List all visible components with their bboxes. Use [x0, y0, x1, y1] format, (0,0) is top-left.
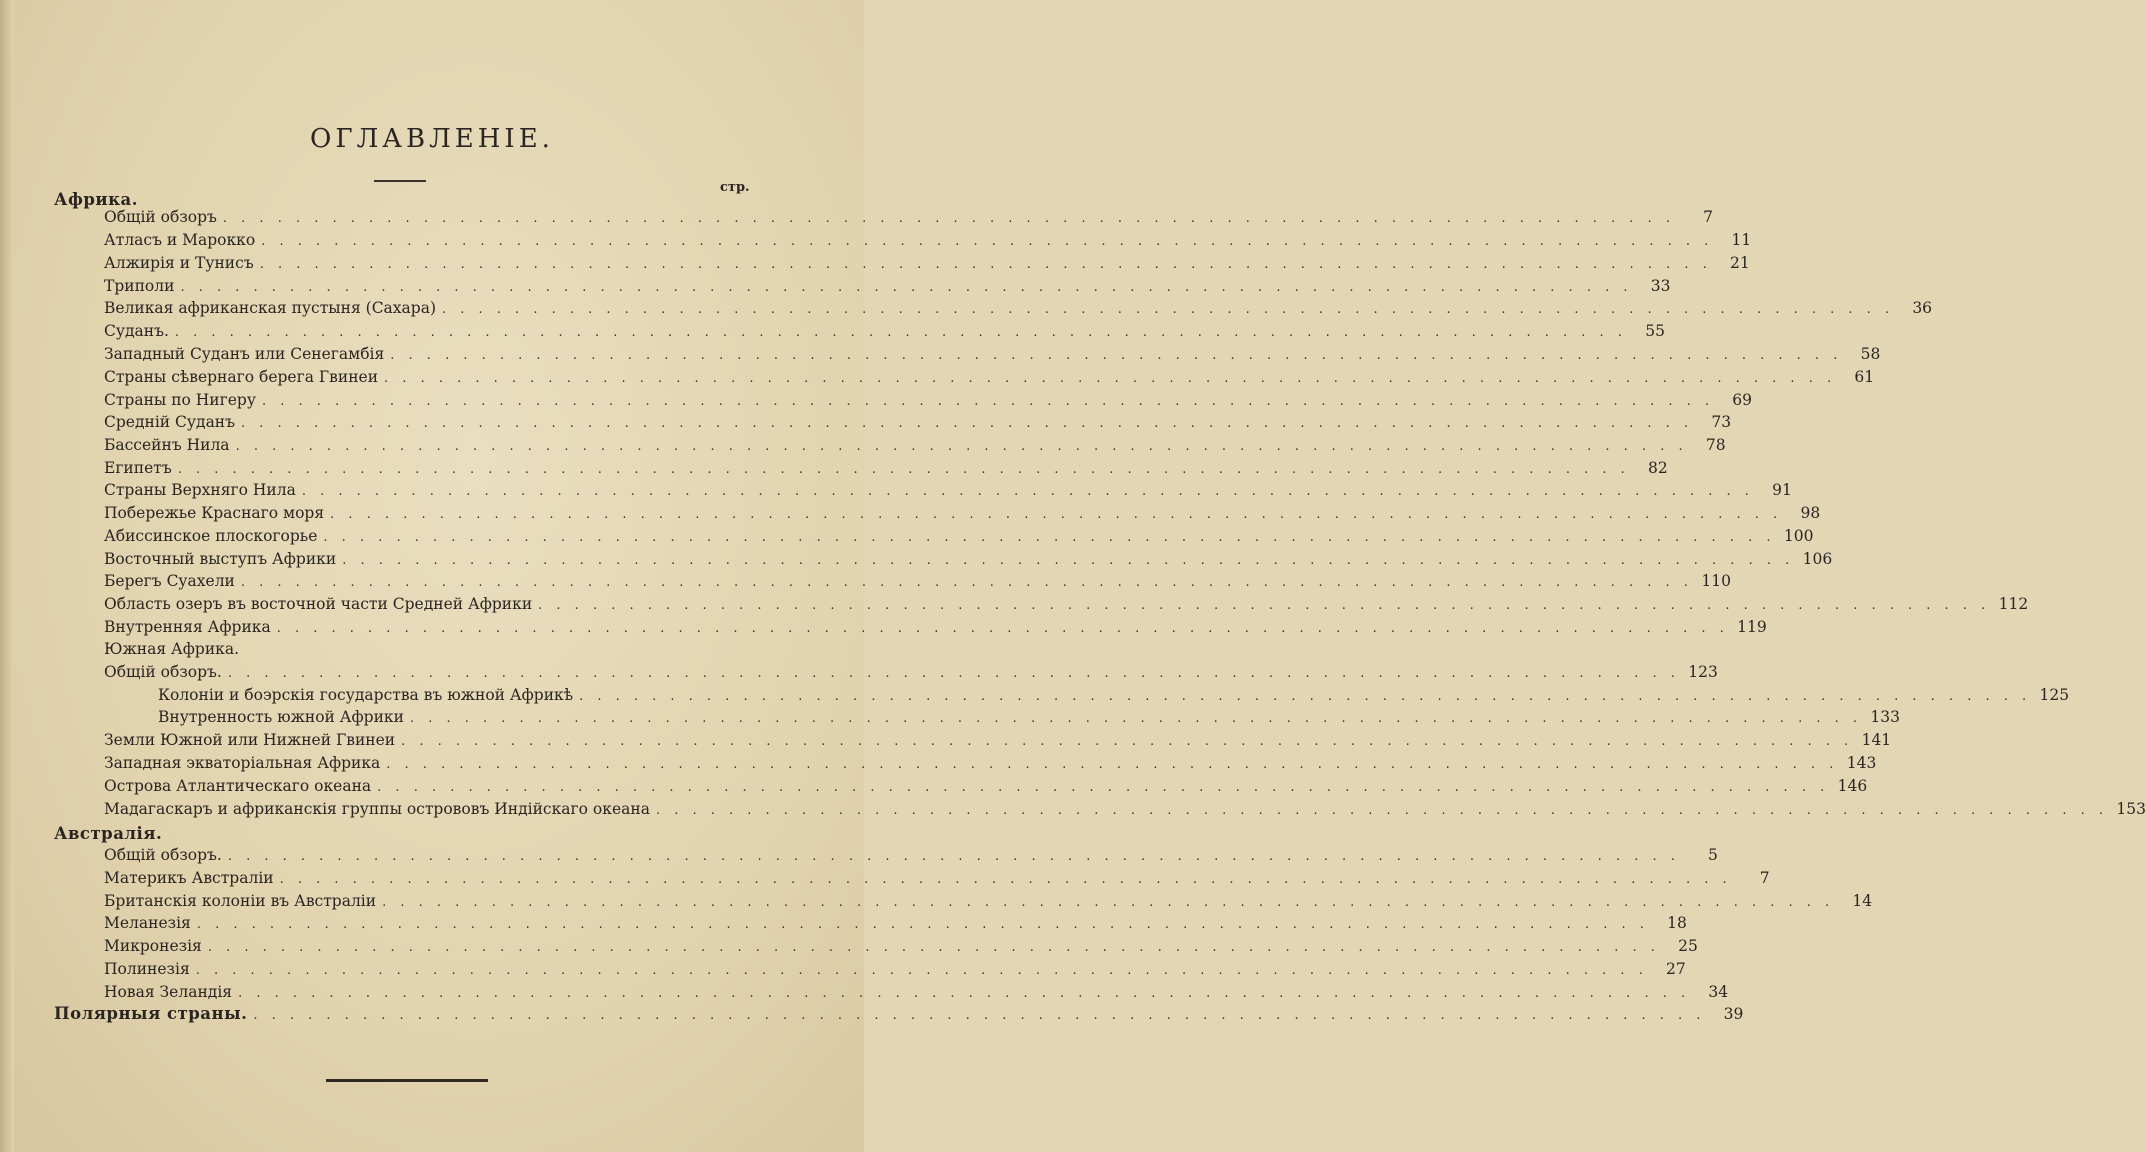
entry-label: Страны по Нигеру: [104, 391, 256, 409]
toc-entry: [104, 231, 1752, 254]
leader-dots: . . . . . . . . . . . . . . . . . . . . . . . . . . . . . . . . . . . . . . . . . . . . . . . . . . . . . . . . . . . . . . . . . . . . . . . . . . . . . . . .: [377, 780, 1830, 795]
leader-dots: . . . . . . . . . . . . . . . . . . . . . . . . . . . . . . . . . . . . . . . . . . . . . . . . . . . . . . . . . . . . . . . . . . . . . . . . . . . . . . . .: [195, 963, 1648, 978]
page-number: 73: [1711, 413, 1732, 431]
toc-entry: [104, 960, 1686, 983]
entry-label: Общій обзоръ.: [104, 846, 222, 864]
leader-dots: . . . . . . . . . . . . . . . . . . . . . . . . . . . . . . . . . . . . . . . . . . . . . . . . . . . . . . . . . . . . . . . . . . . . . . . . . . . . . . . .: [330, 507, 1783, 522]
leader-dots: . . . . . . . . . . . . . . . . . . . . . . . . . . . . . . . . . . . . . . . . . . . . . . . . . . . . . . . . . . . . . . . . . . . . . . . . . . . . . . . .: [276, 621, 1729, 636]
toc-entry: [104, 527, 1814, 550]
toc-entry: [104, 846, 1718, 869]
page-number: 100: [1783, 527, 1814, 545]
page-number: 18: [1667, 914, 1687, 932]
page-number: 91: [1772, 481, 1792, 499]
page-number: 98: [1800, 504, 1821, 522]
page-number: 14: [1852, 892, 1873, 910]
leader-dots: . . . . . . . . . . . . . . . . . . . . . . . . . . . . . . . . . . . . . . . . . . . . . . . . . . . . . . . . . . . . . . . . . . . . . . . . . . . . . . . .: [261, 394, 1715, 409]
leader-dots: . . . . . . . . . . . . . . . . . . . . . . . . . . . . . . . . . . . . . . . . . . . . . . . . . . . . . . . . . . . . . . . . . . . . . . . . . . . . . . . .: [253, 1008, 1706, 1023]
toc-entry: [104, 640, 762, 663]
toc-entry: [104, 504, 1821, 527]
leader-dots: . . . . . . . . . . . . . . . . . . . . . . . . . . . . . . . . . . . . . . . . . . . . . . . . . . . . . . . . . . . . . . . . . . . . . . . . . . . . . . . .: [323, 530, 1776, 545]
entry-label: Меланезія: [104, 914, 191, 932]
page-number: 11: [1731, 231, 1752, 249]
toc-entry: [104, 914, 1687, 937]
leader-dots: . . . . . . . . . . . . . . . . . . . . . . . . . . . . . . . . . . . . . . . . . . . . . . . . . . . . . . . . . . . . . . . . . . . . . . . . . . . . . . . .: [390, 348, 1843, 363]
toc-entry: [104, 595, 2029, 618]
toc-entry: [104, 322, 1665, 345]
toc-entry: [104, 869, 1770, 892]
toc-entry: [104, 277, 1671, 300]
entry-label: Полярныя страны.: [54, 1004, 248, 1023]
entry-label: Алжирія и Тунисъ: [104, 254, 254, 272]
page-number: 36: [1912, 299, 1933, 317]
entry-label: Область озеръ въ восточной части Средней Африки: [104, 595, 533, 613]
leader-dots: . . . . . . . . . . . . . . . . . . . . . . . . . . . . . . . . . . . . . . . . . . . . . . . . . . . . . . . . . . . . . . . . . . . . . . . . . . . . . . . .: [196, 917, 1649, 932]
leader-dots: . . . . . . . . . . . . . . . . . . . . . . . . . . . . . . . . . . . . . . . . . . . . . . . . . . . . . . . . . . . . . . . . . . . . . . . . . . . . . . . .: [227, 666, 1680, 681]
entry-label: Атласъ и Марокко: [104, 231, 256, 249]
entry-label: Острова Атлантическаго океана: [104, 777, 372, 795]
entry-label: Внутренность южной Африки: [158, 708, 404, 726]
toc-entry: [104, 777, 1868, 800]
leader-dots: . . . . . . . . . . . . . . . . . . . . . . . . . . . . . . . . . . . . . . . . . . . . . . . . . . . . . . . . . . . . . . . . . . . . . . . . . . . . . . . .: [259, 257, 1712, 272]
section-heading: Африка.: [54, 190, 138, 209]
section-heading: Австралія.: [54, 824, 163, 843]
entry-label: Земли Южной или Нижней Гвинеи: [104, 731, 396, 749]
page-number: 110: [1701, 572, 1731, 590]
entry-label: Триполи: [104, 277, 175, 295]
toc-entry: [158, 708, 1900, 731]
toc-entry: [104, 481, 1792, 504]
entry-label: Великая африканская пустыня (Сахара): [104, 299, 436, 317]
leader-dots: . . . . . . . . . . . . . . . . . . . . . . . . . . . . . . . . . . . . . . . . . . . . . . . . . . . . . . . . . . . . . . . . . . . . . . . . . . . . . . . .: [279, 872, 1732, 887]
toc-entry: [104, 299, 1933, 322]
entry-label: Мадагаскаръ и африканскія группы острововъ Индійскаго океана: [104, 800, 650, 818]
toc-entry: [104, 800, 2146, 823]
leader-dots: . . . . . . . . . . . . . . . . . . . . . . . . . . . . . . . . . . . . . . . . . . . . . . . . . . . . . . . . . . . . . . . . . . . . . . . . . . . . . . . .: [240, 575, 1693, 590]
title-rule: [374, 180, 426, 182]
page-number: 33: [1650, 277, 1671, 295]
leader-dots: . . . . . . . . . . . . . . . . . . . . . . . . . . . . . . . . . . . . . . . . . . . . . . . . . . . . . . . . . . . . . . . . . . . . . . . . . . . . . . . .: [301, 484, 1754, 499]
entry-label: Страны сѣвернаго берега Гвинеи: [104, 368, 379, 386]
entry-label: Западный Суданъ или Сенегамбія: [104, 345, 385, 363]
leader-dots: . . . . . . . . . . . . . . . . . . . . . . . . . . . . . . . . . . . . . . . . . . . . . . . . . . . . . . . . . . . . . . . . . . . . . . . . . . . . . . . .: [655, 803, 2108, 818]
page-number: 78: [1705, 436, 1726, 454]
toc-entry: [104, 618, 1767, 641]
entry-label: Общій обзоръ: [104, 208, 217, 226]
entry-label: Западная экваторіальная Африка: [104, 754, 381, 772]
entry-label: Суданъ.: [104, 322, 169, 340]
leader-dots: . . . . . . . . . . . . . . . . . . . . . . . . . . . . . . . . . . . . . . . . . . . . . . . . . . . . . . . . . . . . . . . . . . . . . . . . . . . . . . . .: [235, 439, 1688, 454]
entry-label: Материкъ Австраліи: [104, 869, 274, 887]
page-number: 34: [1708, 983, 1729, 1001]
toc-entry: [104, 254, 1750, 277]
entry-label: Британскія колоніи въ Австраліи: [104, 892, 377, 910]
entry-label: Микронезія: [104, 937, 202, 955]
toc-entry: [158, 686, 2070, 709]
toc-entry: [104, 345, 1881, 368]
page-spine-shadow: [0, 0, 14, 1152]
leader-dots: . . . . . . . . . . . . . . . . . . . . . . . . . . . . . . . . . . . . . . . . . . . . . . . . . . . . . . . . . . . . . . . . . . . . . . . . . . . . . . . .: [538, 598, 1991, 613]
entry-label: Новая Зеландія: [104, 983, 233, 1001]
page-number: 61: [1854, 368, 1875, 386]
leader-dots: . . . . . . . . . . . . . . . . . . . . . . . . . . . . . . . . . . . . . . . . . . . . . . . . . . . . . . . . . . . . . . . . . . . . . . . . . . . . . . . .: [177, 462, 1630, 477]
leader-dots: . . . . . . . . . . . . . . . . . . . . . . . . . . . . . . . . . . . . . . . . . . . . . . . . . . . . . . . . . . . . . . . . . . . . . . . . . . . . . . . .: [409, 711, 1862, 726]
bottom-rule: [326, 1079, 488, 1082]
leader-dots: . . . . . . . . . . . . . . . . . . . . . . . . . . . . . . . . . . . . . . . . . . . . . . . . . . . . . . . . . . . . . . . . . . . . . . . . . . . . . . . .: [174, 325, 1627, 340]
entry-label: Полинезія: [104, 960, 190, 978]
page-number: 141: [1861, 731, 1892, 749]
leader-dots: . . . . . . . . . . . . . . . . . . . . . . . . . . . . . . . . . . . . . . . . . . . . . . . . . . . . . . . . . . . . . . . . . . . . . . . . . . . . . . . .: [401, 734, 1854, 749]
entry-label: Общій обзоръ.: [104, 663, 222, 681]
toc-entry: [104, 391, 1753, 414]
entry-label: Побережье Краснаго моря: [104, 504, 325, 522]
entry-label: Берегъ Суахели: [104, 572, 235, 590]
toc-entry: [104, 208, 1713, 231]
page-column-header: стр.: [720, 180, 750, 195]
leader-dots: . . . . . . . . . . . . . . . . . . . . . . . . . . . . . . . . . . . . . . . . . . . . . . . . . . . . . . . . . . . . . . . . . . . . . . . . . . . . . . . .: [238, 986, 1691, 1001]
toc-entry: [54, 1004, 1744, 1027]
toc-entry: [104, 459, 1668, 482]
page-number: 123: [1688, 663, 1718, 681]
entry-label: Абиссинское плоскогорье: [104, 527, 318, 545]
page-number: 27: [1666, 960, 1686, 978]
toc-entry: [104, 983, 1729, 1006]
page-number: 112: [1998, 595, 2029, 613]
entry-label: Колоніи и боэрскія государства въ южной Африкѣ: [158, 686, 574, 704]
page-number: 119: [1737, 618, 1767, 636]
toc-entry: [104, 754, 1877, 777]
toc-entry: [104, 368, 1875, 391]
toc-entry: [104, 550, 1833, 573]
page-number: 21: [1730, 254, 1750, 272]
leader-dots: . . . . . . . . . . . . . . . . . . . . . . . . . . . . . . . . . . . . . . . . . . . . . . . . . . . . . . . . . . . . . . . . . . . . . . . . . . . . . . . .: [386, 757, 1839, 772]
page-number: 125: [2039, 686, 2070, 704]
leader-dots: . . . . . . . . . . . . . . . . . . . . . . . . . . . . . . . . . . . . . . . . . . . . . . . . . . . . . . . . . . . . . . . . . . . . . . . . . . . . . . . .: [442, 302, 1895, 317]
leader-dots: . . . . . . . . . . . . . . . . . . . . . . . . . . . . . . . . . . . . . . . . . . . . . . . . . . . . . . . . . . . . . . . . . . . . . . . . . . . . . . . .: [241, 416, 1694, 431]
page-number: 153: [2116, 800, 2146, 818]
leader-dots: . . . . . . . . . . . . . . . . . . . . . . . . . . . . . . . . . . . . . . . . . . . . . . . . . . . . . . . . . . . . . . . . . . . . . . . . . . . . . . . .: [261, 234, 1714, 249]
page-number: 25: [1678, 937, 1698, 955]
page-number: 82: [1648, 459, 1668, 477]
entry-label: Южная Африка.: [104, 640, 240, 658]
entry-label: Внутренняя Африка: [104, 618, 271, 636]
page-number: 58: [1860, 345, 1881, 363]
page-title: ОГЛАВЛЕНІЕ.: [310, 124, 554, 154]
toc-entry: [104, 731, 1892, 754]
leader-dots: . . . . . . . . . . . . . . . . . . . . . . . . . . . . . . . . . . . . . . . . . . . . . . . . . . . . . . . . . . . . . . . . . . . . . . . . . . . . . . . .: [207, 940, 1660, 955]
page-number: 7: [1703, 208, 1713, 226]
page-number: 55: [1645, 322, 1665, 340]
toc-entry: [104, 572, 1731, 595]
leader-dots: . . . . . . . . . . . . . . . . . . . . . . . . . . . . . . . . . . . . . . . . . . . . . . . . . . . . . . . . . . . . . . . . . . . . . . . . . . . . . . . .: [342, 553, 1795, 568]
page-number: 106: [1802, 550, 1833, 568]
toc-entry: [104, 937, 1698, 960]
entry-label: Египетъ: [104, 459, 172, 477]
leader-dots: . . . . . . . . . . . . . . . . . . . . . . . . . . . . . . . . . . . . . . . . . . . . . . . . . . . . . . . . . . . . . . . . . . . . . . . . . . . . . . . .: [227, 849, 1680, 864]
page-number: 133: [1870, 708, 1900, 726]
leader-dots: . . . . . . . . . . . . . . . . . . . . . . . . . . . . . . . . . . . . . . . . . . . . . . . . . . . . . . . . . . . . . . . . . . . . . . . . . . . . . . . .: [180, 280, 1633, 295]
toc-entry: [104, 663, 1718, 686]
entry-label: Средній Суданъ: [104, 413, 236, 431]
page-number: 39: [1723, 1005, 1744, 1023]
leader-dots: . . . . . . . . . . . . . . . . . . . . . . . . . . . . . . . . . . . . . . . . . . . . . . . . . . . . . . . . . . . . . . . . . . . . . . . . . . . . . . . .: [579, 689, 2032, 704]
page-number: 69: [1732, 391, 1753, 409]
page-number: 143: [1846, 754, 1877, 772]
page-number: 146: [1837, 777, 1868, 795]
entry-label: Страны Верхняго Нила: [104, 481, 296, 499]
leader-dots: . . . . . . . . . . . . . . . . . . . . . . . . . . . . . . . . . . . . . . . . . . . . . . . . . . . . . . . . . . . . . . . . . . . . . . . . . . . . . . . .: [222, 211, 1675, 226]
leader-dots: . . . . . . . . . . . . . . . . . . . . . . . . . . . . . . . . . . . . . . . . . . . . . . . . . . . . . . . . . . . . . . . . . . . . . . . . . . . . . . . .: [384, 371, 1837, 386]
toc-entry: [104, 436, 1726, 459]
entry-label: Бассейнъ Нила: [104, 436, 230, 454]
entry-label: Восточный выступъ Африки: [104, 550, 337, 568]
leader-dots: . . . . . . . . . . . . . . . . . . . . . . . . . . . . . . . . . . . . . . . . . . . . . . . . . . . . . . . . . . . . . . . . . . . . . . . . . . . . . . . .: [382, 895, 1835, 910]
toc-entry: [104, 892, 1873, 915]
toc-entry: [104, 413, 1732, 436]
page-number: 5: [1708, 846, 1718, 864]
page-number: 7: [1759, 869, 1770, 887]
